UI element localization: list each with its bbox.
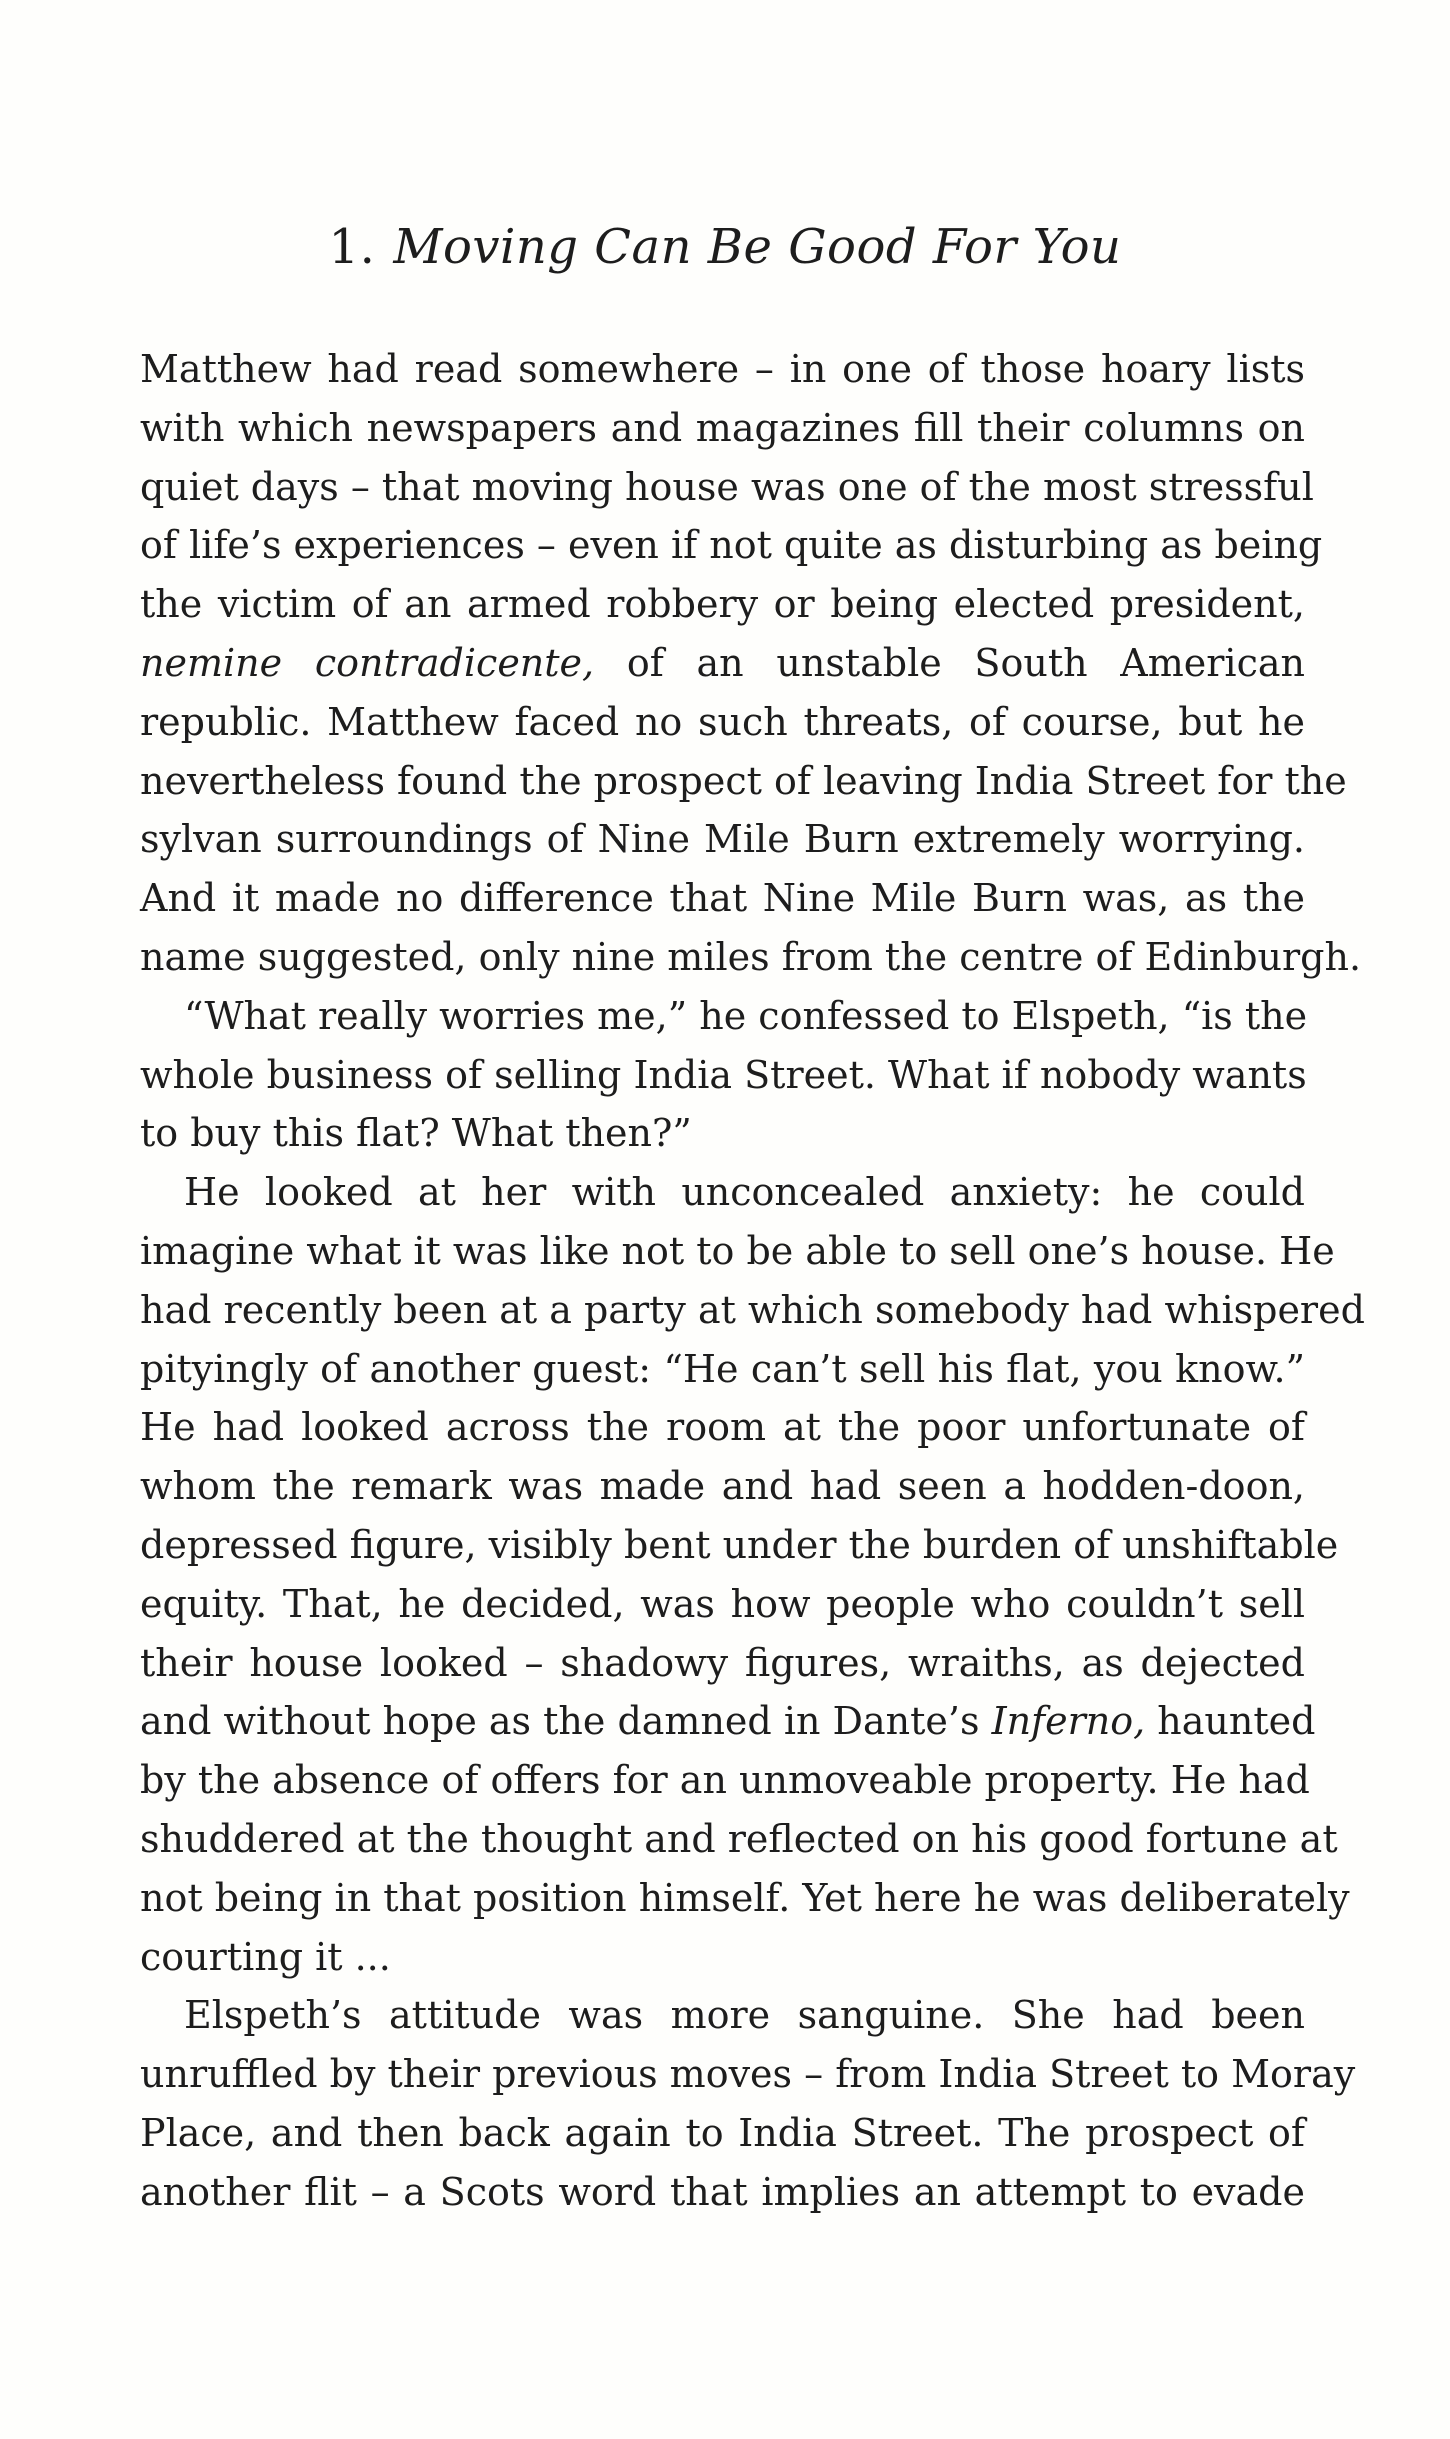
text-line: Elspeth’s attitude was more sanguine. She had been (184, 1993, 1305, 2038)
italic-phrase: nemine contradicente, (140, 640, 595, 685)
text-line: equity. That, he decided, was how people who couldn’t sell (140, 1581, 1305, 1626)
text-line: another flit – a Scots word that implies an attempt to evade (140, 2169, 1305, 2214)
text-line: He looked at her with unconcealed anxiety: he could (184, 1170, 1305, 1215)
chapter-title-text: Moving Can Be Good For You (393, 219, 1122, 275)
text-line: republic. Matthew faced no such threats, of course, but he (140, 699, 1305, 744)
text-segment: and without hope as the damned in Dante’s (140, 1699, 992, 1744)
text-line: courting it ... (140, 1934, 391, 1979)
chapter-number: 1. (328, 219, 376, 275)
chapter-body (140, 340, 1365, 2222)
text-line: He had looked across the room at the poor unfortunate of (140, 1405, 1305, 1450)
text-line: quiet days – that moving house was one of the most stressful (140, 464, 1314, 509)
text-line (140, 634, 1305, 693)
text-line: to buy this flat? What then?” (140, 1111, 692, 1156)
text-line: had recently been at a party at which somebody had whispered (140, 1287, 1365, 1332)
text-line: sylvan surroundings of Nine Mile Burn extremely worrying. (140, 817, 1305, 862)
text-line: whom the remark was made and had seen a hodden-doon, (140, 1464, 1305, 1509)
text-line: imagine what it was like not to be able to sell one’s house. He (140, 1228, 1335, 1273)
text-line: shuddered at the thought and reflected on his good fortune at (140, 1816, 1338, 1861)
text-line: nevertheless found the prospect of leaving India Street for the (140, 758, 1347, 803)
text-line: Place, and then back again to India Street. The prospect of (140, 2110, 1305, 2155)
text-line: not being in that position himself. Yet here he was deliberately (140, 1875, 1350, 1920)
text-line: their house looked – shadowy figures, wraiths, as dejected (140, 1640, 1305, 1685)
text-line: depressed figure, visibly bent under the burden of unshiftable (140, 1522, 1339, 1567)
text-segment: of an unstable South American (594, 640, 1305, 685)
chapter-heading (0, 215, 1450, 279)
text-line: unruffled by their previous moves – from India Street to Moray (140, 2052, 1356, 2097)
text-line: the victim of an armed robbery or being elected president, (140, 582, 1305, 627)
text-line: Matthew had read somewhere – in one of those hoary lists (140, 347, 1305, 391)
text-line: by the absence of offers for an unmoveable property. He had (140, 1758, 1310, 1803)
text-line: name suggested, only nine miles from the centre of Edinburgh. (140, 934, 1362, 979)
text-segment: haunted (1145, 1699, 1316, 1744)
text-line: “What really worries me,” he confessed to Elspeth, “is the (184, 993, 1308, 1038)
text-line: of life’s experiences – even if not quite as disturbing as being (140, 523, 1323, 568)
text-line (140, 1692, 1316, 1751)
text-line: whole business of selling India Street. What if nobody wants (140, 1052, 1307, 1097)
text-line: pityingly of another guest: “He can’t sell his flat, you know.” (140, 1346, 1305, 1391)
italic-phrase: Inferno, (991, 1699, 1146, 1744)
text-line: with which newspapers and magazines fill their columns on (140, 405, 1305, 450)
text-line: And it made no difference that Nine Mile Burn was, as the (140, 876, 1305, 921)
